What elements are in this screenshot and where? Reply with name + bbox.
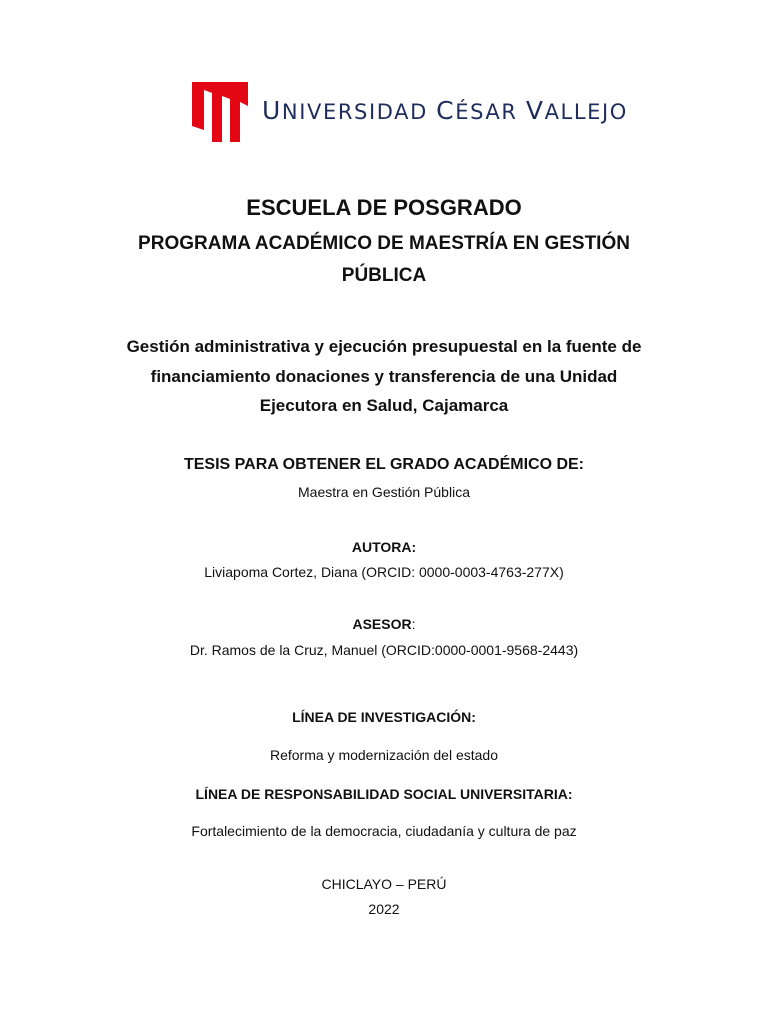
advisor-label-colon: : bbox=[411, 616, 416, 632]
advisor-label-text: ASESOR bbox=[352, 616, 412, 632]
university-name: UNIVERSIDAD CÉSAR VALLEJO bbox=[262, 96, 628, 125]
ucv-shield-icon bbox=[190, 80, 250, 144]
program-line-2: PÚBLICA bbox=[341, 265, 427, 286]
thesis-title-line-2: financiamiento donaciones y transferencia de una Unidad bbox=[150, 367, 618, 386]
school-name: ESCUELA DE POSGRADO bbox=[246, 195, 522, 220]
author-label: AUTORA: bbox=[351, 539, 417, 555]
social-line-label: LÍNEA DE RESPONSABILIDAD SOCIAL UNIVERSITARIA: bbox=[195, 786, 573, 802]
thesis-title-line-1: Gestión administrativa y ejecución presupuestal en la fuente de bbox=[126, 337, 642, 356]
author-value: Liviapoma Cortez, Diana (ORCID: 0000-0003-4763-277X) bbox=[204, 564, 564, 580]
year: 2022 bbox=[368, 901, 400, 917]
advisor-label bbox=[0, 616, 768, 634]
location: CHICLAYO – PERÚ bbox=[321, 876, 447, 892]
social-line-value: Fortalecimiento de la democracia, ciudadanía y cultura de paz bbox=[191, 823, 577, 839]
degree-value: Maestra en Gestión Pública bbox=[298, 484, 470, 500]
research-line-value: Reforma y modernización del estado bbox=[269, 747, 498, 763]
university-logo bbox=[190, 80, 628, 144]
research-line-label: LÍNEA DE INVESTIGACIÓN: bbox=[292, 709, 476, 725]
advisor-value: Dr. Ramos de la Cruz, Manuel (ORCID:0000-0001-9568-2443) bbox=[189, 642, 579, 658]
program-line-1: PROGRAMA ACADÉMICO DE MAESTRÍA EN GESTIÓN bbox=[138, 233, 630, 254]
degree-heading: TESIS PARA OBTENER EL GRADO ACADÉMICO DE: bbox=[183, 456, 585, 473]
thesis-title-line-3: Ejecutora en Salud, Cajamarca bbox=[259, 396, 509, 415]
